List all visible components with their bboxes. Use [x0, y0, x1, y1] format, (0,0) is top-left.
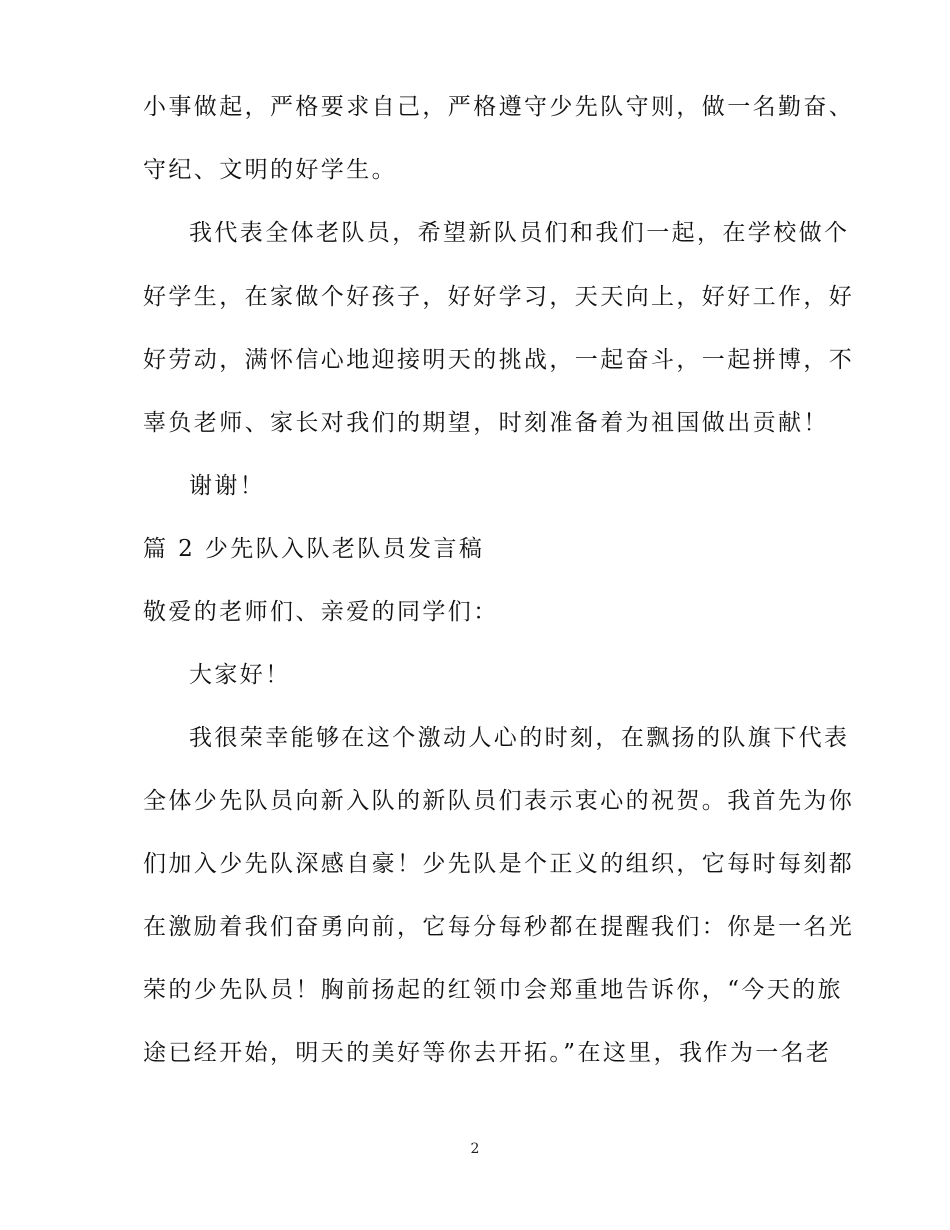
text-line: 好劳动，满怀信心地迎接明天的挑战，一起奋斗，一起拼博，不 — [143, 347, 855, 373]
paragraph-start-line: 我代表全体老队员，希望新队员们和我们一起，在学校做个 — [189, 220, 850, 246]
page-number: 2 — [470, 1141, 480, 1157]
text-line: 全体少先队员向新入队的新队员们表示衷心的祝贺。我首先为你 — [143, 788, 855, 814]
section-heading: 篇 2 少先队入队老队员发言稿 — [143, 536, 485, 562]
text-line: 们加入少先队深感自豪！少先队是个正义的组织，它每时每刻都 — [143, 851, 855, 877]
paragraph-start-line: 我很荣幸能够在这个激动人心的时刻，在飘扬的队旗下代表 — [189, 725, 850, 751]
text-line: 好学生，在家做个好孩子，好好学习，天天向上，好好工作，好 — [143, 284, 855, 310]
greeting-line: 大家好！ — [189, 662, 291, 688]
text-line: 在激励着我们奋勇向前，它每分每秒都在提醒我们：你是一名光 — [143, 914, 855, 940]
text-line: 途已经开始，明天的美好等你去开拓。”在这里，我作为一名老 — [143, 1040, 832, 1066]
salutation-line: 敬爱的老师们、亲爱的同学们： — [143, 599, 499, 625]
text-line: 守纪、文明的好学生。 — [143, 157, 397, 183]
text-line: 辜负老师、家长对我们的期望，时刻准备着为祖国做出贡献！ — [143, 410, 829, 436]
text-line: 荣的少先队员！胸前扬起的红领巾会郑重地告诉你，“今天的旅 — [143, 977, 843, 1003]
thanks-line: 谢谢！ — [189, 473, 266, 499]
text-line: 小事做起，严格要求自己，严格遵守少先队守则，做一名勤奋、 — [143, 94, 855, 120]
